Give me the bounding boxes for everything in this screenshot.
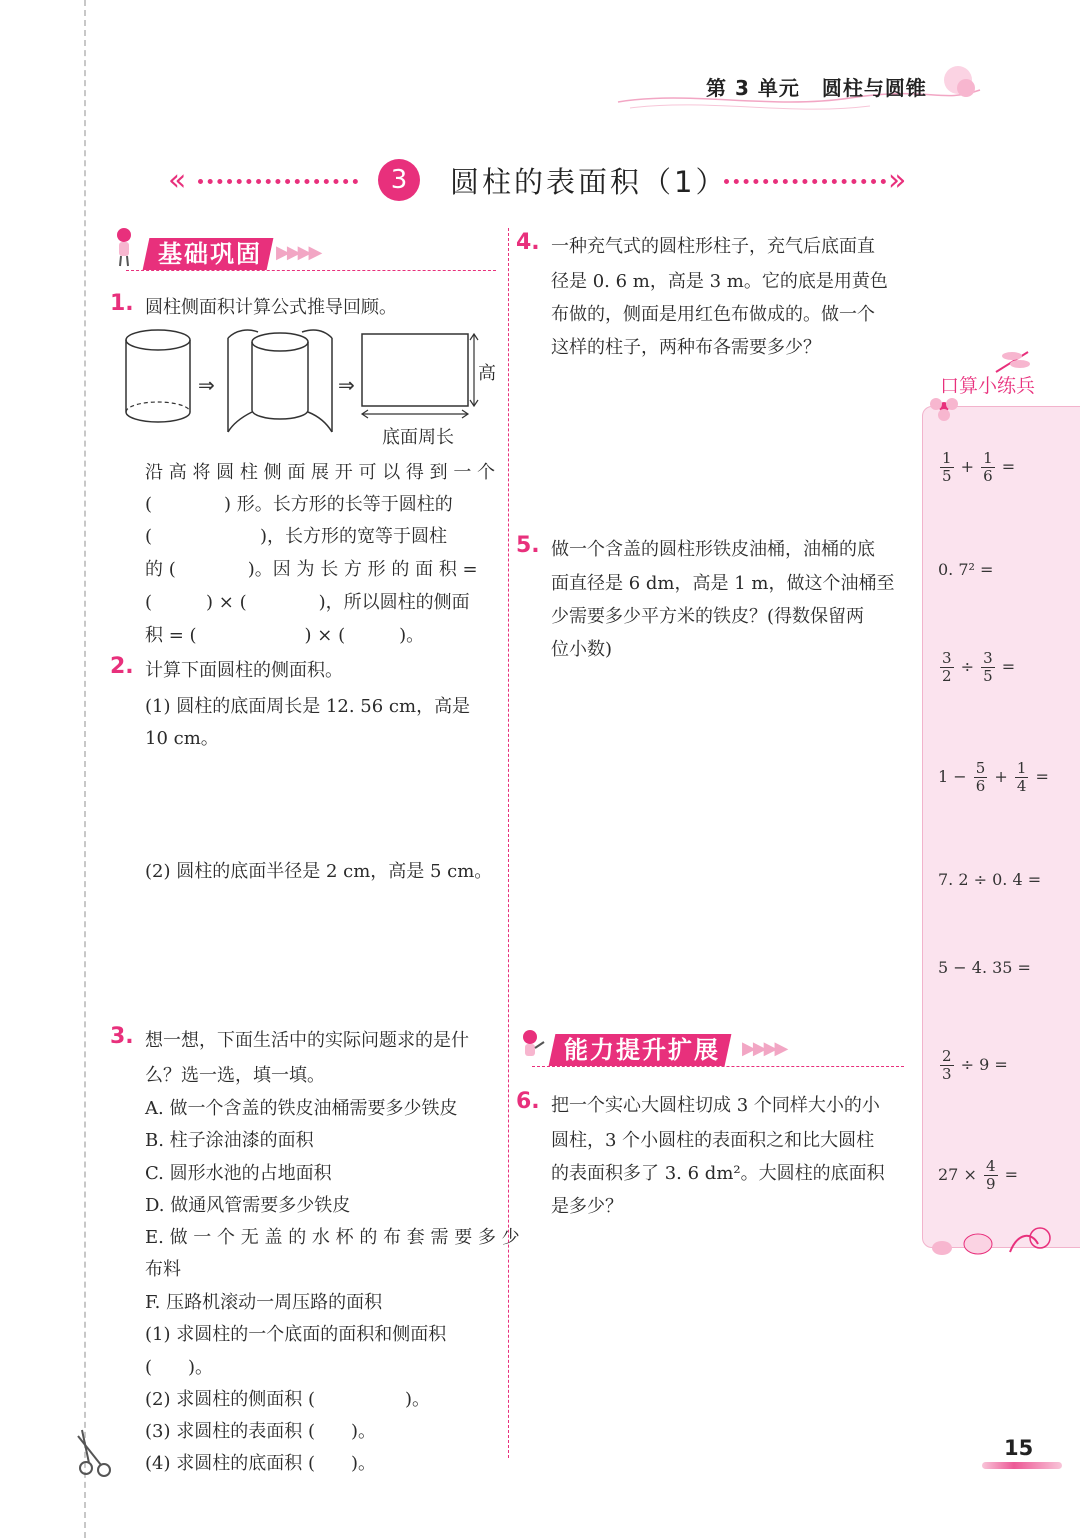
section-basic xyxy=(146,238,506,272)
chevrons-icon: ▶▶▶▶ xyxy=(742,1038,786,1059)
calc-item: 27 × $\frac{4}{9}$ = xyxy=(938,1157,1018,1193)
q4-line: 一种充气式的圆柱形柱子，充气后底面直 xyxy=(551,236,875,257)
q3-option: E. 做 一 个 无 盖 的 水 杯 的 布 套 需 要 多 少 xyxy=(145,1227,520,1248)
page-number: 15 xyxy=(1004,1436,1034,1460)
q3-fill: (3) 求圆柱的表面积 ( )。 xyxy=(145,1421,376,1442)
shells-decoration xyxy=(928,1222,1058,1266)
q5-line: 少需要多少平方米的铁皮？(得数保留两 xyxy=(551,606,865,627)
q3-fill: (1) 求圆柱的一个底面的面积和侧面积 xyxy=(145,1324,447,1345)
q1-line: 的 ( )。因 为 长 方 形 的 面 积 = xyxy=(145,559,478,580)
unit-label: 第 3 单元 xyxy=(706,76,800,100)
calc-item: $\frac{3}{2}$ ÷ $\frac{3}{5}$ = xyxy=(942,649,1016,685)
column-divider xyxy=(508,228,509,1458)
right-arrow-icon: » xyxy=(888,163,907,198)
q3-prompt-cont: 么？选一选，填一填。 xyxy=(145,1065,325,1086)
q3-prompt: 想一想，下面生活中的实际问题求的是什 xyxy=(145,1030,469,1051)
svg-text:⇒: ⇒ xyxy=(198,373,215,397)
q2-sub2: (2) 圆柱的底面半径是 2 cm，高是 5 cm。 xyxy=(145,861,493,882)
question-number: 2. xyxy=(110,654,134,679)
lesson-title-text: 圆柱的表面积（1） xyxy=(450,165,728,199)
q6-line: 圆柱，3 个小圆柱的表面积之和比大圆柱 xyxy=(551,1130,875,1151)
girl-icon xyxy=(112,226,136,268)
q2-prompt: 计算下面圆柱的侧面积。 xyxy=(145,660,343,681)
title-dots-left xyxy=(198,179,358,189)
calc-item: 7. 2 ÷ 0. 4 = xyxy=(938,870,1042,889)
mental-math-title: 口算小练兵 xyxy=(940,375,1036,397)
q2-sub1-cont: 10 cm。 xyxy=(145,728,219,749)
q1-prompt: 圆柱侧面积计算公式推导回顾。 xyxy=(145,297,397,318)
q6-line: 把一个实心大圆柱切成 3 个同样大小的小 xyxy=(551,1095,880,1116)
unit-header xyxy=(706,72,927,101)
page-number-bar xyxy=(982,1462,1062,1469)
title-dots-right xyxy=(724,179,886,189)
q4-line: 布做的，侧面是用红色布做成的。做一个 xyxy=(551,304,875,325)
q1-line: ( )，长方形的宽等于圆柱 xyxy=(145,526,448,547)
cut-line xyxy=(84,0,86,1538)
q3-option: F. 压路机滚动一周压路的面积 xyxy=(145,1292,383,1313)
q3-fill: (4) 求圆柱的底面积 ( )。 xyxy=(145,1453,376,1474)
q1-line: 沿 高 将 圆 柱 侧 面 展 开 可 以 得 到 一 个 xyxy=(145,462,496,483)
calc-item: 1 − $\frac{5}{6}$ + $\frac{1}{4}$ = xyxy=(938,759,1049,795)
q5-line: 面直径是 6 dm，高是 1 m，做这个油桶至 xyxy=(551,573,895,594)
boy-icon xyxy=(516,1028,546,1064)
chevrons-icon: ▶▶▶▶ xyxy=(276,242,320,263)
q3-fill: ( )。 xyxy=(145,1357,214,1378)
mental-math-panel xyxy=(922,406,1080,1248)
q6-line: 的表面积多了 3. 6 dm²。大圆柱的底面积 xyxy=(551,1163,885,1184)
question-number: 5. xyxy=(516,533,540,558)
question-number: 6. xyxy=(516,1089,540,1114)
calc-item: 0. 7² = xyxy=(938,560,994,579)
question-number: 1. xyxy=(110,291,134,316)
q1-line: 积 = ( ) × ( )。 xyxy=(145,625,425,646)
q4-line: 这样的柱子，两种布各需要多少？ xyxy=(551,337,821,358)
q3-fill: (2) 求圆柱的侧面积 ( )。 xyxy=(145,1389,430,1410)
svg-text:⇒: ⇒ xyxy=(338,373,355,397)
q3-option: A. 做一个含盖的铁皮油桶需要多少铁皮 xyxy=(145,1098,458,1119)
calc-item: 5 − 4. 35 = xyxy=(938,958,1031,977)
q3-option: C. 圆形水池的占地面积 xyxy=(145,1163,332,1184)
calc-item: $\frac{1}{5}$ + $\frac{1}{6}$ = xyxy=(942,449,1016,485)
q5-line: 做一个含盖的圆柱形铁皮油桶，油桶的底 xyxy=(551,539,875,560)
q5-line: 位小数) xyxy=(551,639,613,660)
section-advanced-label: 能力提升扩展 xyxy=(549,1034,732,1066)
q3-option: B. 柱子涂油漆的面积 xyxy=(145,1130,314,1151)
question-number: 3. xyxy=(110,1024,134,1049)
lesson-number: 3 xyxy=(378,159,420,201)
left-arrow-icon: « xyxy=(168,163,187,198)
q2-sub1: (1) 圆柱的底面周长是 12. 56 cm，高是 xyxy=(145,696,471,717)
unit-topic: 圆柱与圆锥 xyxy=(821,76,927,100)
figure-height-label: 高 xyxy=(478,363,496,384)
q3-option: 布料 xyxy=(145,1259,181,1280)
q4-line: 径是 0. 6 m，高是 3 m。它的底是用黄色 xyxy=(551,271,888,292)
q3-option: D. 做通风管需要多少铁皮 xyxy=(145,1195,351,1216)
q6-line: 是多少？ xyxy=(551,1196,623,1217)
q1-line: ( ) × ( )，所以圆柱的侧面 xyxy=(145,592,470,613)
q1-line: ( ) 形。长方形的长等于圆柱的 xyxy=(145,494,453,515)
section-basic-label: 基础巩固 xyxy=(143,238,274,270)
section-advanced xyxy=(552,1034,904,1068)
lesson-title xyxy=(168,156,918,206)
question-number: 4. xyxy=(516,230,540,255)
scissors-icon xyxy=(76,1428,118,1478)
calc-item: $\frac{2}{3}$ ÷ 9 = xyxy=(942,1047,1008,1083)
figure-base-label: 底面周长 xyxy=(382,427,454,448)
